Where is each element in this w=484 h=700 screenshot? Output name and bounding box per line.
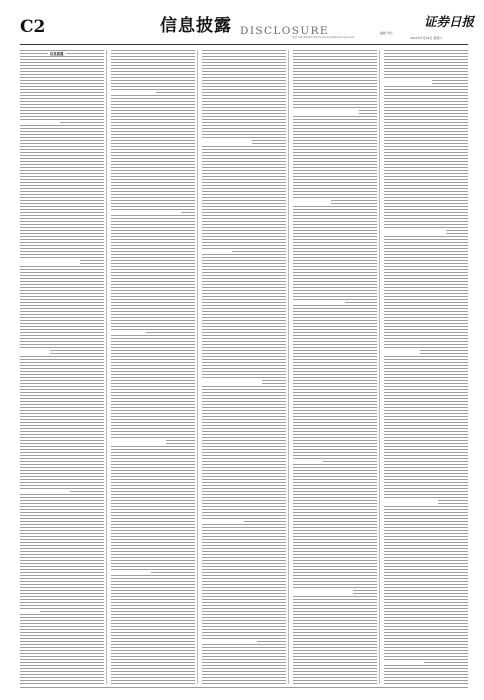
page-number: C2 <box>20 17 46 37</box>
footer-rule <box>20 687 468 688</box>
section-title: 信息披露 <box>160 16 232 36</box>
column-heading: 信息披露 <box>50 52 64 56</box>
text-column-2 <box>111 50 195 684</box>
section-title-english: DISCLOSURE <box>240 25 329 37</box>
header-rule <box>20 44 468 45</box>
editor-line: 编辑 刘乐 <box>380 31 393 35</box>
newspaper-masthead: 证券日报 <box>424 14 475 29</box>
text-column-5 <box>384 50 468 684</box>
text-column-3 <box>202 50 286 684</box>
text-column-4 <box>293 50 377 684</box>
issue-date: 2022年7月16日 星期六 <box>410 36 443 40</box>
text-columns <box>20 50 468 684</box>
contact-line: 电话 010-83251730 E-mail:zqrb9@zqrb.sina.net <box>292 36 354 39</box>
text-column-1 <box>20 50 104 684</box>
